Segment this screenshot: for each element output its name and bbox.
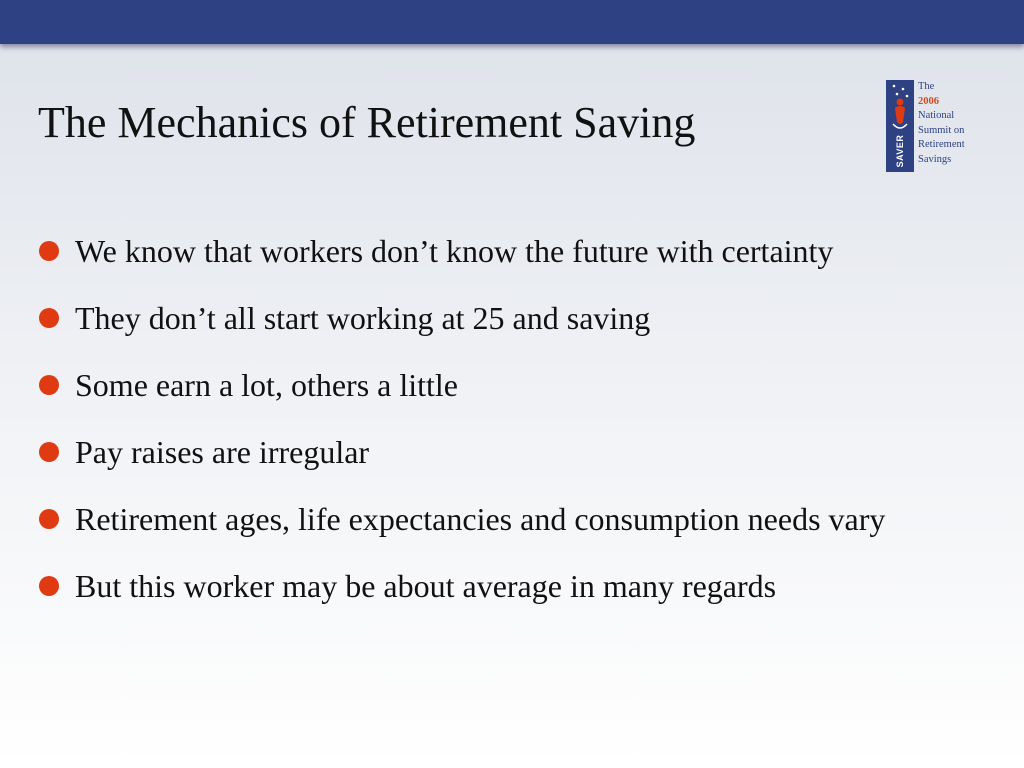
logo-line: National xyxy=(918,110,955,121)
bullet-dot-icon xyxy=(39,442,59,462)
bullet-text: We know that workers don’t know the future with certainty xyxy=(75,233,834,269)
bullet-text: But this worker may be about average in many regards xyxy=(75,568,777,604)
bullet-dot-icon xyxy=(39,308,59,328)
saver-badge-label: SAVER xyxy=(895,134,905,168)
bullet-text: Retirement ages, life expectancies and consumption needs vary xyxy=(75,501,886,537)
bullet-text: Pay raises are irregular xyxy=(75,434,370,470)
bullet-dot-icon xyxy=(39,576,59,596)
logo-line: Retirement xyxy=(918,139,965,150)
saver-badge xyxy=(886,80,914,172)
bullet-text: Some earn a lot, others a little xyxy=(75,367,458,403)
logo-line: The xyxy=(918,81,935,92)
bullet-item xyxy=(38,497,998,541)
bullet-list xyxy=(38,229,998,631)
bullet-dot-icon xyxy=(39,509,59,529)
bullet-text: They don’t all start working at 25 and saving xyxy=(75,300,651,336)
logo-line: Summit on xyxy=(918,124,965,136)
logo-year: 2006 xyxy=(918,95,939,107)
bullet-item xyxy=(38,363,998,407)
logo-text xyxy=(918,80,965,167)
summit-logo xyxy=(886,80,976,174)
bullet-item xyxy=(38,229,998,273)
slide-title: The Mechanics of Retirement Saving xyxy=(38,98,696,147)
bullet-item xyxy=(38,564,998,608)
bullet-item xyxy=(38,296,998,340)
logo-line: Savings xyxy=(918,153,952,165)
header-bar xyxy=(0,0,1024,44)
bullet-dot-icon xyxy=(39,375,59,395)
bullet-item xyxy=(38,430,998,474)
bullet-dot-icon xyxy=(39,241,59,261)
